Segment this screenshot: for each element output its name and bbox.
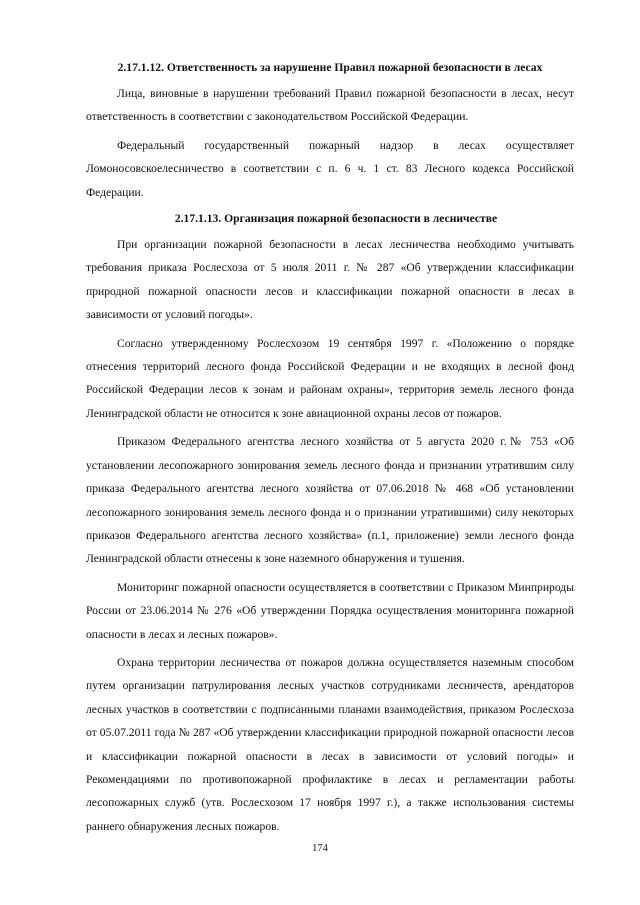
paragraph-fire-zoning-order: Приказом Федерального агентства лесного хозяйства от 5 августа 2020 г.№ 753 «Об установлении лесопожарного зонирования земель лесного фонда и признании утратившим силу приказа Федерального агентства лесного хозяйства от 07.06.2018 № 468 «Об установлении лесопожарного зонирования земель лесного фонда и о признании утратившими) силу некоторых приказов Федерального агентства лесного хозяйства» (п.1, приложение) земли лесного фонда Ленинградской области отнесены к зоне наземного обнаружения и тушения. — [86, 435, 574, 566]
paragraph-protection-zones: Согласно утвержденному Рослесхозом 19 сентября 1997 г. «Положению о порядке отнесения территорий лесного фонда Российской Федерации и не входящих в лесной фонд Российской Федерации лесов к зонам и районам охраны», территория земель лесного фонда Ленинградской области не относится к зоне авиационной охраны лесов от пожаров. — [86, 336, 574, 420]
document-page — [86, 58, 574, 843]
paragraph-fire-supervision: Федеральный государственный пожарный надзор в лесах осуществляет Ломоносовскоелесничество в соответствии с п. 6 ч. 1 ст. 83 Лесного кодекса Российской Федерации. — [86, 138, 574, 199]
paragraph-liability: Лица, виновные в нарушении требований Правил пожарной безопасности в лесах, несут ответственность в соответствии с законодательством Российской Федерации. — [86, 87, 574, 124]
paragraph-monitoring: Мониторинг пожарной опасности осуществляется в соответствии с Приказом Минприроды России от 23.06.2014 № 276 «Об утверждении Порядка осуществления мониторинга пожарной опасности в лесах и лесных пожаров». — [86, 580, 574, 641]
paragraph-requirements: При организации пожарной безопасности в лесах лесничества необходимо учитывать требования приказа Рослесхоза от 5 июля 2011 г. № 287 «Об утверждении классификации природной пожарной опасности лесов и классификации пожарной опасности в лесах в зависимости от условий погоды». — [86, 238, 574, 322]
page-number: 174 — [312, 843, 328, 854]
section-heading-responsibility: 2.17.1.12. Ответственность за нарушение Правил пожарной безопасности в лесах — [117, 61, 543, 74]
paragraph-ground-protection: Охрана территории лесничества от пожаров должна осуществляется наземным способом путем организации патрулирования лесных участков сотрудниками лесничеств, арендаторов лесных участков в соответствии с подписанными планами взаимодействия, приказом Рослесхоза от 05.07.2011 года № 287 «Об утверждении классификации природной пожарной опасности лесов и классификации пожарной опасности в лесах в зависимости от условий погоды» и Рекомендациями по противопожарной профилактике в лесах и регламентации работы лесопожарных служб (утв. Рослесхозом 17 ноября 1997 г.), а также использования системы раннего обнаружения лесных пожаров. — [86, 655, 574, 833]
section-heading-organization: 2.17.1.13. Организация пожарной безопасности в лесничестве — [174, 212, 498, 226]
